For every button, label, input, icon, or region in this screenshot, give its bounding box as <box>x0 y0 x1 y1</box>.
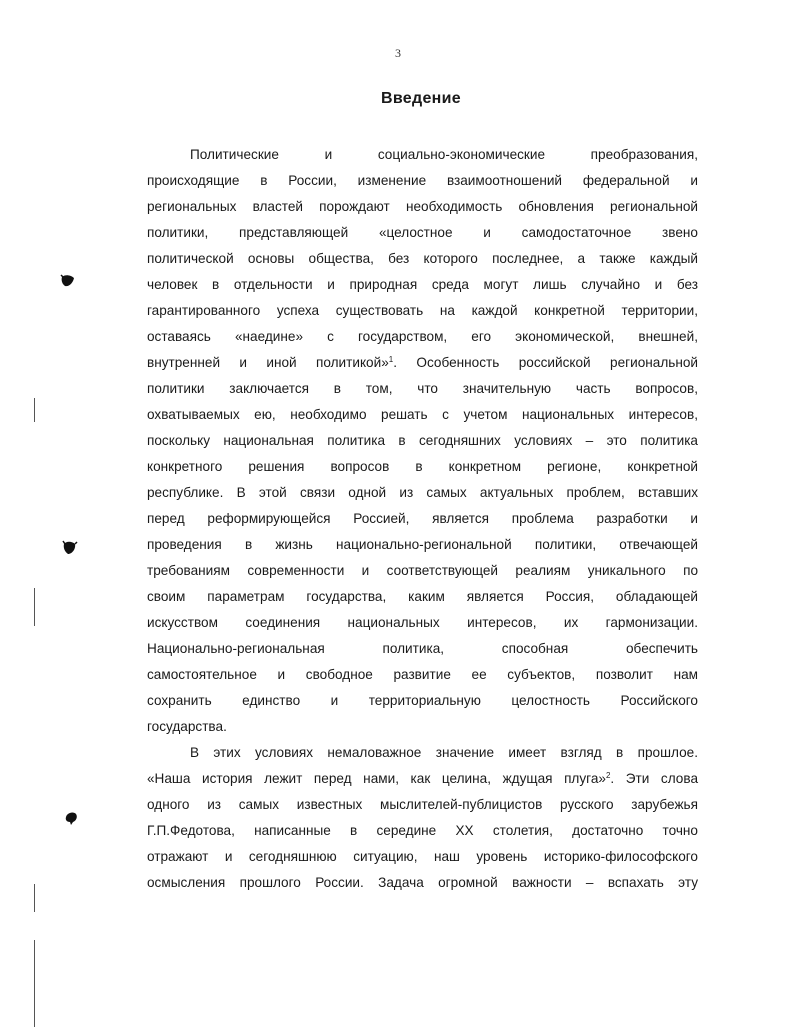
text-line <box>147 770 698 788</box>
text-fragment: внутренней и иной политикой» <box>147 355 389 370</box>
footnote-ref-2[interactable]: 2 <box>605 771 611 780</box>
text-line: человек в отдельности и природная среда могут лишь случайно и без <box>147 277 698 292</box>
text-line: республике. В этой связи одной из самых актуальных проблем, вставших <box>147 485 698 500</box>
page-number: 3 <box>395 46 401 60</box>
text-line: проведения в жизнь национально-региональной политики, отвечающей <box>147 537 698 552</box>
text-line: Политические и социально-экономические преобразования, <box>190 147 698 162</box>
text-line: политической основы общества, без которого последнее, а также каждый <box>147 251 698 266</box>
text-line: происходящие в России, изменение взаимоотношений федеральной и <box>147 173 698 188</box>
text-line: Г.П.Федотова, написанные в середине XX столетия, достаточно точно <box>147 823 698 838</box>
text-line: сохранить единство и территориальную целостность Российского <box>147 693 698 708</box>
text-line <box>147 354 698 372</box>
binding-hole-mark <box>64 811 79 826</box>
text-fragment: . Особенность российской региональной <box>393 355 698 370</box>
text-line: оставаясь «наедине» с государством, его экономической, внешней, <box>147 329 698 344</box>
text-line: осмысления прошлого России. Задача огромной важности – вспахать эту <box>147 875 698 890</box>
scan-edge-line <box>34 588 35 626</box>
text-line: самостоятельное и свободное развитие ее субъектов, позволит нам <box>147 667 698 682</box>
binding-hole-mark <box>60 274 76 288</box>
text-line: охватываемых ею, необходимо решать с учетом национальных интересов, <box>147 407 698 422</box>
scan-edge-line <box>34 398 35 422</box>
text-line: перед реформирующейся Россией, является проблема разработки и <box>147 511 698 526</box>
binding-hole-mark <box>62 540 78 556</box>
text-line: политики заключается в том, что значительную часть вопросов, <box>147 381 698 396</box>
text-fragment: «Наша история лежит перед нами, как целина, ждущая плуга» <box>147 771 606 786</box>
footnote-ref-1[interactable]: 1 <box>388 355 394 364</box>
text-line: политики, представляющей «целостное и самодостаточное звено <box>147 225 698 240</box>
scan-edge-line <box>34 940 35 1027</box>
scan-edge-line <box>34 884 35 912</box>
text-line: В этих условиях немаловажное значение имеет взгляд в прошлое. <box>190 745 698 760</box>
page-title: Введение <box>381 90 461 107</box>
text-line: одного из самых известных мыслителей-публицистов русского зарубежья <box>147 797 698 812</box>
text-line: отражают и сегодняшнюю ситуацию, наш уровень историко-философского <box>147 849 698 864</box>
text-line: Национально-региональная политика, способная обеспечить <box>147 641 698 656</box>
text-fragment: . Эти слова <box>610 771 699 786</box>
text-line: поскольку национальная политика в сегодняшних условиях – это политика <box>147 433 698 448</box>
text-line: искусством соединения национальных интересов, их гармонизации. <box>147 615 698 630</box>
text-line: конкретного решения вопросов в конкретном регионе, конкретной <box>147 459 698 474</box>
text-line: гарантированного успеха существовать на каждой конкретной территории, <box>147 303 698 318</box>
text-line: государства. <box>147 719 227 734</box>
text-line: региональных властей порождают необходимость обновления региональной <box>147 199 698 214</box>
text-line: своим параметрам государства, каким является Россия, обладающей <box>147 589 698 604</box>
text-line: требованиям современности и соответствующей реалиям уникального по <box>147 563 698 578</box>
